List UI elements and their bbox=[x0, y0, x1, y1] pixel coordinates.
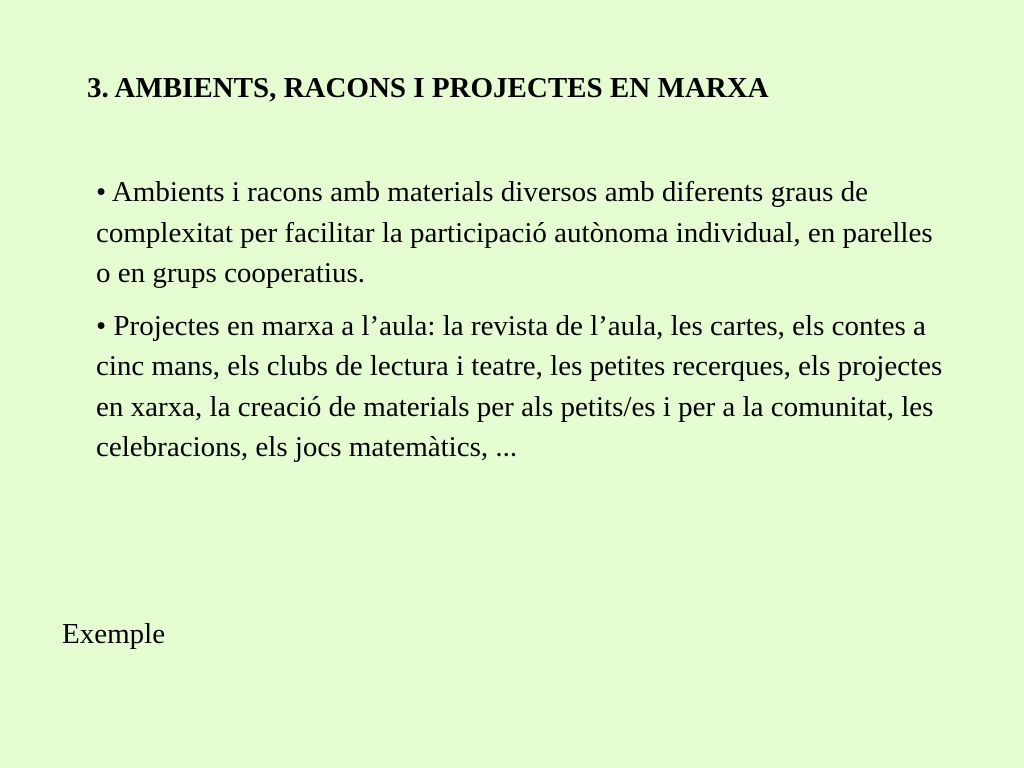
slide-title: 3. AMBIENTS, RACONS I PROJECTES EN MARXA bbox=[87, 72, 769, 104]
bullet-text: Ambients i racons amb materials diversos amb diferents graus de complexitat per facilitar la participació autònoma individual, en parelles o en grups cooperatius. bbox=[96, 176, 933, 289]
bullet-text: Projectes en marxa a l’aula: la revista de l’aula, les cartes, els contes a cinc mans, els clubs de lectura i teatre, les petites recerques, els projectes en xarxa, la creació de materials per als petits/es i per a la comunitat, les celebracions, els jocs matemàtics, ... bbox=[96, 309, 943, 463]
example-link[interactable]: Exemple bbox=[62, 618, 166, 650]
list-item bbox=[96, 306, 946, 468]
bullet-icon: • bbox=[96, 176, 112, 208]
bullet-icon: • bbox=[96, 309, 114, 342]
list-item bbox=[96, 172, 946, 294]
bullet-list bbox=[96, 172, 946, 480]
